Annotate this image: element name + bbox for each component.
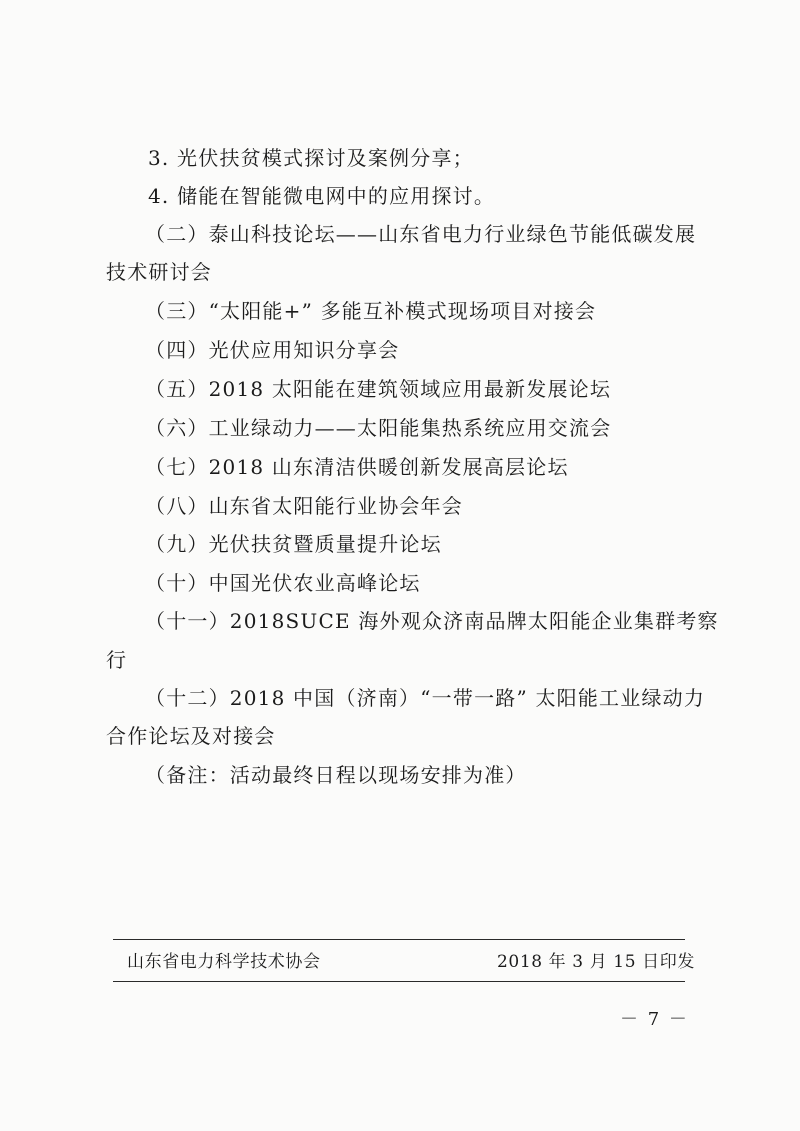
list-item-3: 3. 光伏扶贫模式探讨及案例分享； — [148, 146, 474, 170]
section-5-heading: （五）2018 太阳能在建筑领域应用最新发展论坛 — [145, 377, 612, 401]
footer-bottom-rule — [113, 981, 685, 982]
section-8-heading: （八）山东省太阳能行业协会年会 — [145, 494, 463, 518]
footer-top-rule — [113, 939, 685, 940]
footer-issue-date: 2018 年 3 月 15 日印发 — [497, 952, 695, 972]
remark-note: （备注：活动最终日程以现场安排为准） — [145, 763, 527, 787]
section-4-heading: （四）光伏应用知识分享会 — [145, 338, 400, 362]
section-11-heading: （十一）2018SUCE 海外观众济南品牌太阳能企业集群考察 — [145, 609, 719, 633]
section-12-heading-continued: 合作论坛及对接会 — [106, 724, 276, 748]
section-9-heading: （九）光伏扶贫暨质量提升论坛 — [145, 532, 442, 556]
section-11-heading-continued: 行 — [106, 648, 128, 672]
section-6-heading: （六）工业绿动力——太阳能集热系统应用交流会 — [145, 416, 612, 440]
section-2-heading-continued: 技术研讨会 — [106, 260, 212, 284]
section-3-heading: （三）“太阳能+” 多能互补模式现场项目对接会 — [145, 299, 597, 323]
list-item-4: 4. 储能在智能微电网中的应用探讨。 — [148, 184, 496, 208]
footer-issuer: 山东省电力科学技术协会 — [127, 952, 321, 972]
section-7-heading: （七）2018 山东清洁供暖创新发展高层论坛 — [145, 455, 569, 479]
page-number: － 7 － — [620, 1009, 689, 1030]
section-10-heading: （十）中国光伏农业高峰论坛 — [145, 571, 421, 595]
section-12-heading: （十二）2018 中国（济南）“一带一路” 太阳能工业绿动力 — [145, 686, 706, 710]
section-2-heading: （二）泰山科技论坛——山东省电力行业绿色节能低碳发展 — [145, 222, 697, 246]
